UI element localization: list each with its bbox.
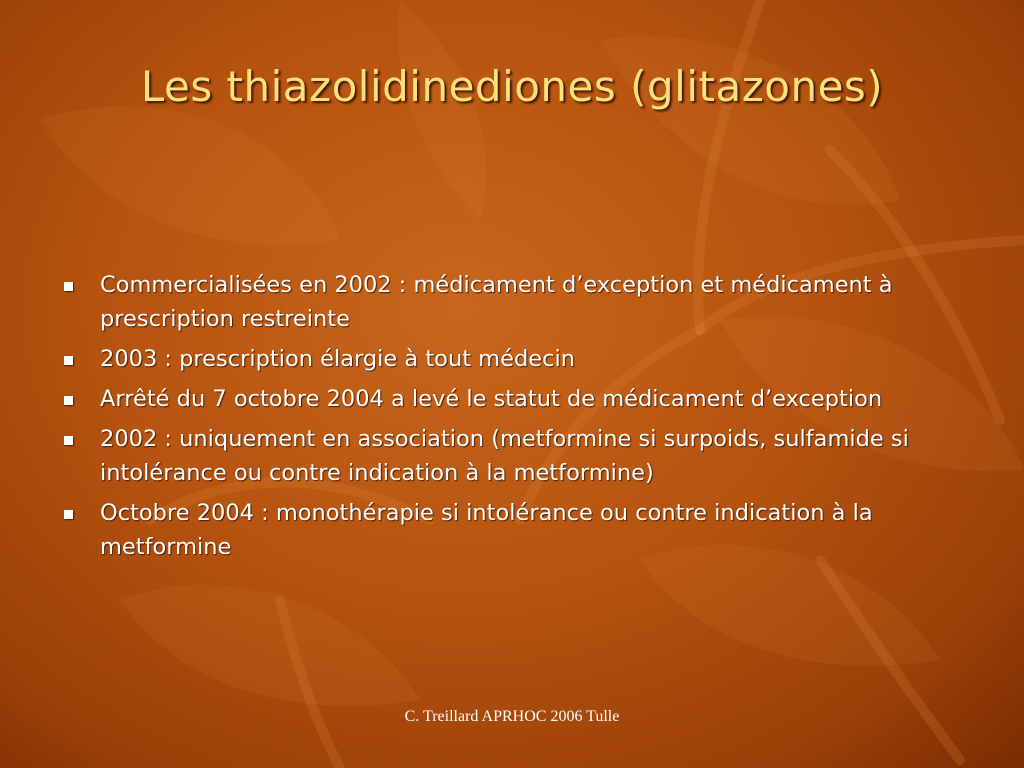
bullet-item bbox=[62, 382, 982, 416]
bullet-item bbox=[62, 422, 982, 490]
square-bullet-icon bbox=[64, 282, 73, 291]
square-bullet-icon bbox=[64, 356, 73, 365]
bullet-text: Commercialisées en 2002 : médicament d’exception et médicament à prescription restreinte bbox=[100, 272, 893, 332]
slide-title: Les thiazolidinediones (glitazones) bbox=[140, 62, 884, 111]
bullet-text: 2002 : uniquement en association (metformine si surpoids, sulfamide si intolérance ou contre indication à la metformine) bbox=[100, 426, 909, 486]
bullet-text: 2003 : prescription élargie à tout médecin bbox=[100, 346, 575, 372]
bullet-item bbox=[62, 496, 982, 564]
bullet-list bbox=[62, 268, 982, 570]
slide-footer: C. Treillard APRHOC 2006 Tulle bbox=[404, 708, 620, 725]
bullet-text: Arrêté du 7 octobre 2004 a levé le statut de médicament d’exception bbox=[100, 386, 883, 412]
square-bullet-icon bbox=[64, 436, 73, 445]
square-bullet-icon bbox=[64, 396, 73, 405]
square-bullet-icon bbox=[64, 510, 73, 519]
bullet-text: Octobre 2004 : monothérapie si intolérance ou contre indication à la metformine bbox=[100, 500, 873, 560]
bullet-item bbox=[62, 342, 982, 376]
bullet-item bbox=[62, 268, 982, 336]
